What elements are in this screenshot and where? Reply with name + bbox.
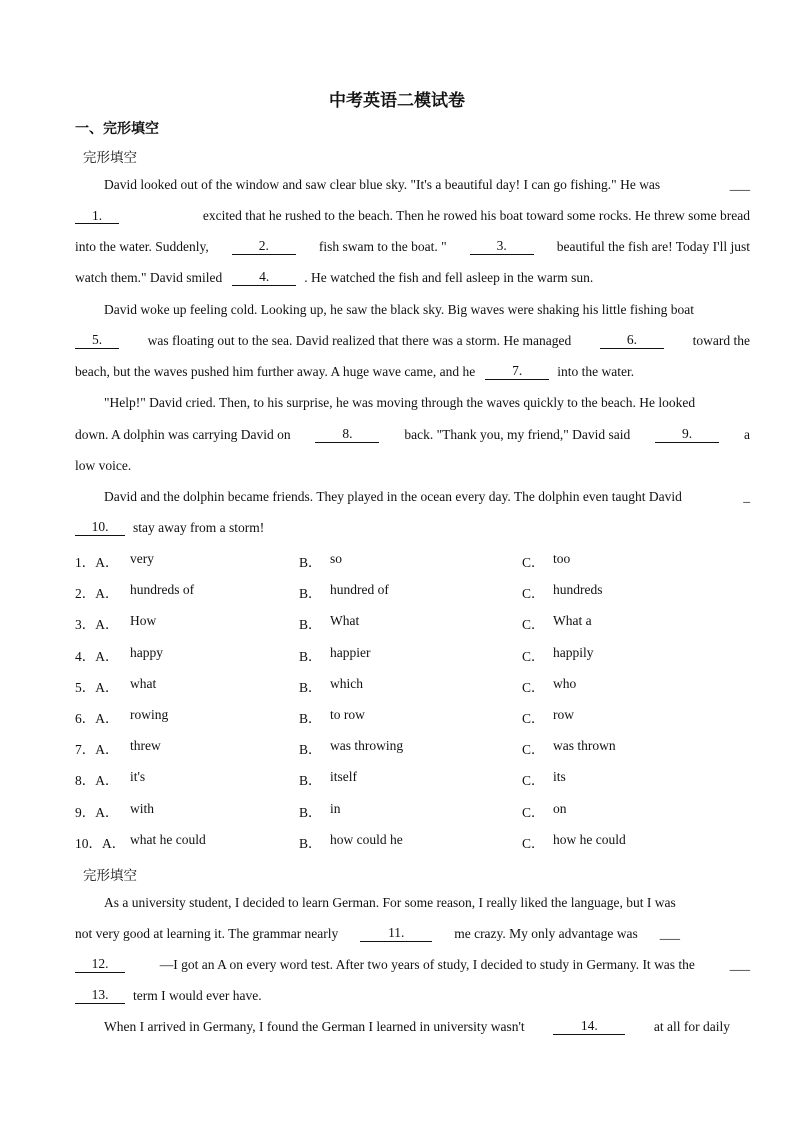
passage-line: David woke up feeling cold. Looking up, he saw the black sky. Big waves were shaking his little fishing boat [104, 302, 695, 317]
option-a[interactable]: hundreds of [130, 582, 195, 598]
passage-line: down. A dolphin was carrying David on 8. back. "Thank you, my friend," David said 9. a [75, 426, 750, 442]
question-number: 8．A． [75, 773, 119, 789]
passage-line: When I arrived in Germany, I found the German I learned in university wasn't 14. at all for daily [104, 1018, 730, 1034]
option-b[interactable]: hundred of [330, 582, 389, 598]
blank-5[interactable]: 5. [75, 333, 119, 349]
option-b[interactable]: which [330, 675, 363, 691]
option-b-label: B． [299, 679, 322, 695]
option-b-label: B． [299, 648, 322, 664]
blank-2[interactable]: 2. [232, 239, 296, 255]
option-c[interactable]: hundreds [553, 582, 603, 598]
option-a[interactable]: what he could [130, 831, 206, 847]
option-c[interactable]: who [553, 675, 577, 691]
option-a[interactable]: very [130, 551, 154, 566]
blank-6[interactable]: 6. [600, 333, 664, 349]
option-b[interactable]: how could he [330, 831, 403, 847]
option-c[interactable]: happily [553, 644, 594, 660]
option-b-label: B． [299, 804, 322, 820]
question-number: 7．A． [75, 742, 119, 758]
option-row [75, 676, 755, 694]
option-c-label: C． [522, 555, 545, 570]
option-b[interactable]: was throwing [330, 738, 404, 754]
passage-line: 10. stay away from a storm! [75, 520, 750, 536]
blank-14[interactable]: 14. [553, 1019, 625, 1035]
option-c-label: C． [522, 711, 545, 726]
passage-line: David looked out of the window and saw clear blue sky. "It's a beautiful day! I can go fishing." He was ___ [104, 177, 750, 192]
question-number: 2．A． [75, 586, 119, 602]
passage-line: watch them." David smiled 4. . He watched the fish and fell asleep in the warm sun. [75, 269, 594, 285]
option-b-label: B． [299, 711, 322, 726]
question-number: 5．A． [75, 679, 119, 695]
question-number: 6．A． [75, 711, 119, 726]
option-b[interactable]: itself [330, 769, 357, 785]
blank-1[interactable]: 1. [75, 209, 119, 224]
option-row [75, 832, 755, 850]
blank-13[interactable]: 13. [75, 988, 125, 1004]
option-c-label: C． [522, 773, 545, 789]
blank-11[interactable]: 11. [360, 926, 432, 942]
section-heading: 一、完形填空 [75, 121, 159, 137]
option-c[interactable]: on [553, 800, 567, 816]
blank-8[interactable]: 8. [315, 427, 379, 443]
option-c[interactable]: too [553, 551, 571, 566]
passage-line: 12. —I got an A on every word test. After two years of study, I decided to study in Germany. It was the ___ [75, 957, 750, 973]
passage-line: into the water. Suddenly, 2. fish swam to the boat. " 3. beautiful the fish are! Today I'll just [75, 238, 750, 254]
passage-line: As a university student, I decided to learn German. For some reason, I really liked the language, but I was [104, 895, 676, 910]
option-row [75, 769, 755, 787]
option-b[interactable]: happier [330, 644, 371, 660]
question-number: 3．A． [75, 617, 119, 633]
option-b[interactable]: so [330, 551, 343, 566]
option-a[interactable]: threw [130, 738, 161, 754]
option-c-label: C． [522, 742, 545, 758]
option-a[interactable]: happy [130, 644, 163, 660]
option-c-label: C． [522, 617, 545, 633]
option-b-label: B． [299, 555, 322, 570]
option-c-label: C． [522, 648, 545, 664]
option-b-label: B． [299, 773, 322, 789]
option-c-label: C． [522, 835, 545, 851]
passage-line: low voice. [75, 458, 132, 473]
option-c[interactable]: its [553, 769, 566, 785]
passage-line: David and the dolphin became friends. They played in the ocean every day. The dolphin even taught David _ [104, 489, 750, 504]
option-b[interactable]: to row [330, 707, 365, 722]
option-c[interactable]: row [553, 707, 574, 722]
blank-9[interactable]: 9. [655, 427, 719, 443]
option-b-label: B． [299, 586, 322, 602]
option-b[interactable]: What [330, 613, 360, 629]
option-row [75, 582, 755, 600]
option-b[interactable]: in [330, 800, 341, 816]
blank-12[interactable]: 12. [75, 957, 125, 973]
option-row [75, 738, 755, 756]
blank-3[interactable]: 3. [470, 239, 534, 255]
option-row [75, 801, 755, 819]
passage-line: beach, but the waves pushed him further away. A huge wave came, and he 7. into the water. [75, 363, 635, 379]
blank-7[interactable]: 7. [485, 364, 549, 380]
option-c[interactable]: was thrown [553, 738, 616, 754]
option-b-label: B． [299, 617, 322, 633]
option-a[interactable]: it's [130, 769, 146, 785]
option-a[interactable]: with [130, 800, 155, 816]
page-title: 中考英语二模试卷 [329, 91, 465, 111]
option-row [75, 645, 755, 663]
option-c-label: C． [522, 804, 545, 820]
trailing-blank: ___ [729, 177, 750, 192]
passage-2-heading: 完形填空 [83, 868, 137, 884]
question-number: 1．A． [75, 555, 119, 570]
option-row [75, 707, 755, 725]
option-a[interactable]: How [130, 613, 157, 629]
passage-line: not very good at learning it. The grammar nearly 11. me crazy. My only advantage was ___ [75, 925, 680, 941]
passage-line: 1. excited that he rushed to the beach. Then he rowed his boat toward some rocks. He threw some bread [75, 208, 750, 224]
blank-10[interactable]: 10. [75, 520, 125, 536]
passage-line: 13. term I would ever have. [75, 988, 750, 1004]
question-number: 4．A． [75, 648, 119, 664]
passage-line: 5. was floating out to the sea. David realized that there was a storm. He managed 6. toward the [75, 333, 750, 349]
option-c[interactable]: how he could [553, 831, 626, 847]
question-number: 10．A． [75, 835, 126, 851]
passage-1-heading: 完形填空 [83, 150, 137, 166]
option-a[interactable]: rowing [130, 707, 169, 722]
option-c-label: C． [522, 679, 545, 695]
option-c[interactable]: What a [553, 613, 592, 629]
option-row [75, 613, 755, 631]
passage-line: "Help!" David cried. Then, to his surprise, he was moving through the waves quickly to the beach. He looked [104, 395, 696, 410]
question-number: 9．A． [75, 804, 119, 820]
option-b-label: B． [299, 835, 322, 851]
option-b-label: B． [299, 742, 322, 758]
option-c-label: C． [522, 586, 545, 602]
blank-4[interactable]: 4. [232, 270, 296, 286]
option-row [75, 551, 755, 569]
option-a[interactable]: what [130, 675, 157, 691]
